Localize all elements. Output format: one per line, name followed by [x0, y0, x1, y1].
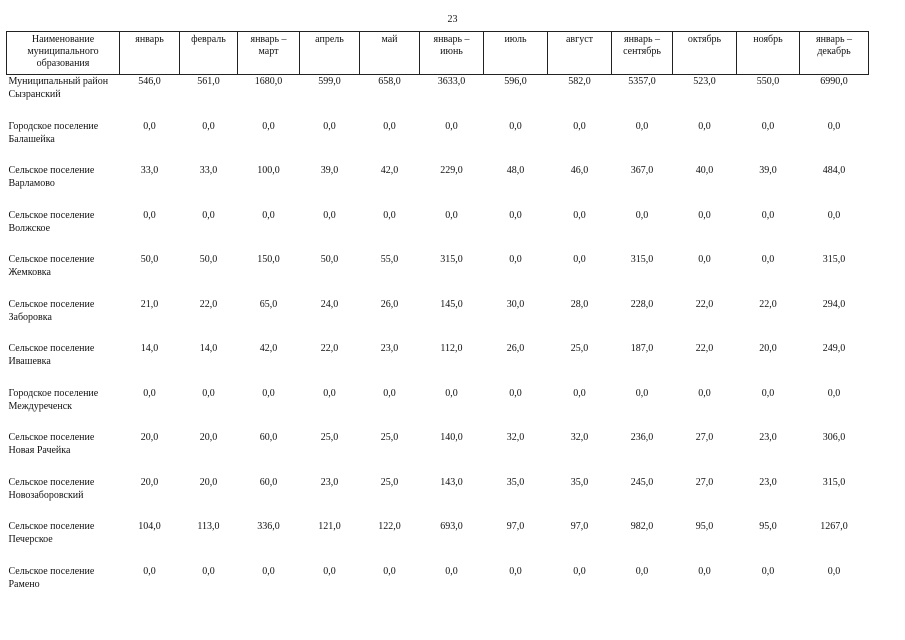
value-cell: 0,0 — [635, 387, 649, 399]
value-cell: 22,0 — [695, 298, 714, 310]
value-cell: 26,0 — [380, 298, 399, 310]
table-row — [7, 475, 869, 520]
table-row — [7, 75, 869, 119]
value-cell: 658,0 — [378, 76, 401, 87]
value-cell: 65,0 — [259, 298, 278, 310]
value-cell: 22,0 — [695, 343, 714, 354]
column-header: октябрь — [673, 32, 737, 75]
value-cell: 315,0 — [822, 476, 846, 488]
value-cell: 42,0 — [380, 165, 399, 176]
value-cell: 550,0 — [756, 76, 780, 87]
value-cell: 0,0 — [761, 387, 775, 399]
value-cell: 33,0 — [140, 165, 159, 176]
municipality-name: Муниципальный район Сызранский — [8, 76, 109, 100]
value-cell: 0,0 — [827, 209, 841, 221]
table-row — [7, 564, 869, 609]
table-row — [7, 119, 869, 164]
table-body — [7, 75, 869, 609]
value-cell: 0,0 — [383, 387, 396, 399]
value-cell: 0,0 — [509, 565, 522, 577]
value-cell: 0,0 — [202, 565, 215, 577]
value-cell: 22,0 — [759, 298, 777, 310]
value-cell: 367,0 — [630, 165, 654, 176]
value-cell: 27,0 — [695, 476, 714, 488]
monthly-data-table — [6, 31, 869, 608]
value-cell: 25,0 — [570, 343, 589, 354]
value-cell: 50,0 — [199, 254, 218, 265]
value-cell: 22,0 — [199, 298, 218, 310]
value-cell: 0,0 — [445, 120, 458, 132]
table-row — [7, 297, 869, 342]
municipality-name: Сельское поселение Печерское — [8, 521, 95, 545]
value-cell: 0,0 — [827, 565, 841, 577]
value-cell: 599,0 — [318, 76, 341, 87]
value-cell: 1267,0 — [820, 521, 848, 532]
column-header: ноябрь — [737, 32, 800, 75]
column-header-name: Наименование муниципального образования — [7, 32, 120, 75]
value-cell: 32,0 — [506, 432, 525, 443]
table-row — [7, 163, 869, 208]
value-cell: 0,0 — [143, 120, 156, 132]
value-cell: 0,0 — [761, 209, 775, 221]
value-cell: 561,0 — [197, 76, 220, 87]
value-cell: 0,0 — [573, 254, 586, 265]
value-cell: 0,0 — [202, 209, 215, 221]
table-row — [7, 341, 869, 386]
value-cell: 104,0 — [138, 521, 161, 532]
municipality-name: Сельское поселение Новозаборовский — [8, 476, 95, 501]
value-cell: 0,0 — [761, 120, 775, 132]
value-cell: 113,0 — [197, 521, 220, 532]
value-cell: 0,0 — [698, 254, 711, 265]
value-cell: 0,0 — [383, 565, 396, 577]
value-cell: 25,0 — [320, 432, 339, 443]
value-cell: 121,0 — [318, 521, 341, 532]
value-cell: 0,0 — [383, 120, 396, 132]
value-cell: 55,0 — [380, 254, 399, 265]
value-cell: 0,0 — [635, 209, 649, 221]
column-header: июль — [484, 32, 548, 75]
value-cell: 20,0 — [199, 476, 218, 488]
value-cell: 546,0 — [138, 76, 161, 87]
value-cell: 143,0 — [440, 476, 463, 488]
value-cell: 3633,0 — [437, 76, 466, 87]
value-cell: 14,0 — [199, 343, 218, 354]
value-cell: 35,0 — [570, 476, 589, 488]
value-cell: 0,0 — [143, 209, 156, 221]
value-cell: 14,0 — [140, 343, 159, 354]
value-cell: 0,0 — [143, 565, 156, 577]
value-cell: 0,0 — [202, 387, 215, 399]
value-cell: 50,0 — [140, 254, 159, 265]
value-cell: 0,0 — [262, 387, 275, 399]
value-cell: 0,0 — [445, 387, 458, 399]
value-cell: 48,0 — [506, 165, 525, 176]
value-cell: 40,0 — [695, 165, 714, 176]
value-cell: 0,0 — [262, 209, 275, 221]
value-cell: 27,0 — [695, 432, 714, 443]
table-row — [7, 208, 869, 253]
municipality-name: Сельское поселение Заборовка — [8, 298, 95, 323]
value-cell: 60,0 — [259, 476, 278, 488]
value-cell: 187,0 — [630, 343, 654, 354]
value-cell: 140,0 — [440, 432, 463, 443]
value-cell: 0,0 — [262, 565, 275, 577]
value-cell: 42,0 — [259, 343, 278, 354]
value-cell: 20,0 — [199, 432, 218, 443]
value-cell: 30,0 — [506, 298, 525, 310]
value-cell: 25,0 — [380, 476, 399, 488]
value-cell: 0,0 — [323, 387, 336, 399]
value-cell: 145,0 — [440, 298, 463, 310]
value-cell: 0,0 — [573, 387, 586, 399]
municipality-name: Сельское поселение Варламово — [8, 165, 95, 189]
value-cell: 95,0 — [695, 521, 714, 532]
value-cell: 20,0 — [759, 343, 777, 354]
value-cell: 0,0 — [761, 565, 775, 577]
value-cell: 0,0 — [509, 254, 522, 265]
value-cell: 0,0 — [698, 209, 711, 221]
value-cell: 0,0 — [698, 387, 711, 399]
value-cell: 0,0 — [827, 120, 841, 132]
value-cell: 35,0 — [506, 476, 525, 488]
value-cell: 0,0 — [323, 120, 336, 132]
municipality-name: Сельское поселение Жемковка — [8, 254, 95, 278]
table-row — [7, 430, 869, 475]
value-cell: 484,0 — [822, 165, 846, 176]
value-cell: 315,0 — [630, 254, 654, 265]
value-cell: 20,0 — [140, 476, 159, 488]
value-cell: 229,0 — [440, 165, 463, 176]
value-cell: 23,0 — [320, 476, 339, 488]
value-cell: 32,0 — [570, 432, 589, 443]
value-cell: 23,0 — [759, 432, 777, 443]
value-cell: 0,0 — [573, 120, 586, 132]
value-cell: 23,0 — [759, 476, 777, 488]
municipality-name: Городское поселение Балашейка — [8, 120, 99, 145]
value-cell: 0,0 — [262, 120, 275, 132]
value-cell: 0,0 — [573, 209, 586, 221]
column-header: август — [548, 32, 612, 75]
municipality-name: Сельское поселение Новая Рачейка — [8, 432, 95, 456]
municipality-name: Сельское поселение Волжское — [8, 209, 95, 234]
value-cell: 46,0 — [570, 165, 589, 176]
column-header: май — [360, 32, 420, 75]
value-cell: 26,0 — [506, 343, 525, 354]
value-cell: 0,0 — [827, 387, 841, 399]
value-cell: 23,0 — [380, 343, 399, 354]
value-cell: 336,0 — [257, 521, 280, 532]
value-cell: 0,0 — [323, 565, 336, 577]
value-cell: 24,0 — [320, 298, 339, 310]
value-cell: 22,0 — [320, 343, 339, 354]
value-cell: 0,0 — [445, 565, 458, 577]
municipality-name: Городское поселение Междуреченск — [8, 387, 99, 412]
value-cell: 0,0 — [143, 387, 156, 399]
value-cell: 693,0 — [440, 521, 463, 532]
column-header: январь – декабрь — [800, 32, 869, 75]
page-number: 23 — [447, 14, 458, 25]
table-header-row — [7, 32, 869, 75]
value-cell: 39,0 — [320, 165, 339, 176]
value-cell: 582,0 — [568, 76, 591, 87]
table-row — [7, 386, 869, 431]
column-header: январь – март — [238, 32, 300, 75]
value-cell: 245,0 — [630, 476, 654, 488]
value-cell: 122,0 — [378, 521, 401, 532]
value-cell: 1680,0 — [254, 76, 283, 87]
value-cell: 523,0 — [693, 76, 716, 87]
value-cell: 596,0 — [504, 76, 527, 87]
value-cell: 0,0 — [445, 209, 458, 221]
table-row — [7, 519, 869, 564]
value-cell: 0,0 — [698, 120, 711, 132]
value-cell: 0,0 — [202, 120, 215, 132]
column-header: январь – июнь — [420, 32, 484, 75]
value-cell: 97,0 — [506, 521, 525, 532]
value-cell: 6990,0 — [820, 76, 848, 87]
value-cell: 228,0 — [630, 298, 654, 310]
value-cell: 0,0 — [509, 209, 522, 221]
value-cell: 50,0 — [320, 254, 339, 265]
table-row — [7, 252, 869, 297]
value-cell: 28,0 — [570, 298, 589, 310]
value-cell: 236,0 — [630, 432, 654, 443]
value-cell: 249,0 — [822, 343, 846, 354]
value-cell: 39,0 — [759, 165, 777, 176]
value-cell: 100,0 — [257, 165, 280, 176]
value-cell: 5357,0 — [628, 76, 656, 87]
column-header: февраль — [180, 32, 238, 75]
municipality-name: Сельское поселение Рамено — [8, 565, 95, 590]
value-cell: 306,0 — [822, 432, 846, 443]
value-cell: 25,0 — [380, 432, 399, 443]
value-cell: 0,0 — [698, 565, 711, 577]
value-cell: 982,0 — [630, 521, 654, 532]
value-cell: 21,0 — [140, 298, 159, 310]
value-cell: 315,0 — [822, 254, 846, 265]
value-cell: 0,0 — [635, 120, 649, 132]
value-cell: 97,0 — [570, 521, 589, 532]
value-cell: 0,0 — [383, 209, 396, 221]
municipality-name: Сельское поселение Ивашевка — [8, 343, 95, 367]
value-cell: 0,0 — [323, 209, 336, 221]
value-cell: 0,0 — [761, 254, 775, 265]
value-cell: 315,0 — [440, 254, 463, 265]
value-cell: 20,0 — [140, 432, 159, 443]
column-header: январь – сентябрь — [612, 32, 673, 75]
column-header: апрель — [300, 32, 360, 75]
value-cell: 60,0 — [259, 432, 278, 443]
value-cell: 294,0 — [822, 298, 846, 310]
value-cell: 95,0 — [759, 521, 777, 532]
value-cell: 112,0 — [440, 343, 463, 354]
value-cell: 0,0 — [509, 120, 522, 132]
value-cell: 0,0 — [635, 565, 649, 577]
value-cell: 0,0 — [573, 565, 586, 577]
value-cell: 150,0 — [257, 254, 280, 265]
value-cell: 0,0 — [509, 387, 522, 399]
column-header: январь — [120, 32, 180, 75]
value-cell: 33,0 — [199, 165, 218, 176]
